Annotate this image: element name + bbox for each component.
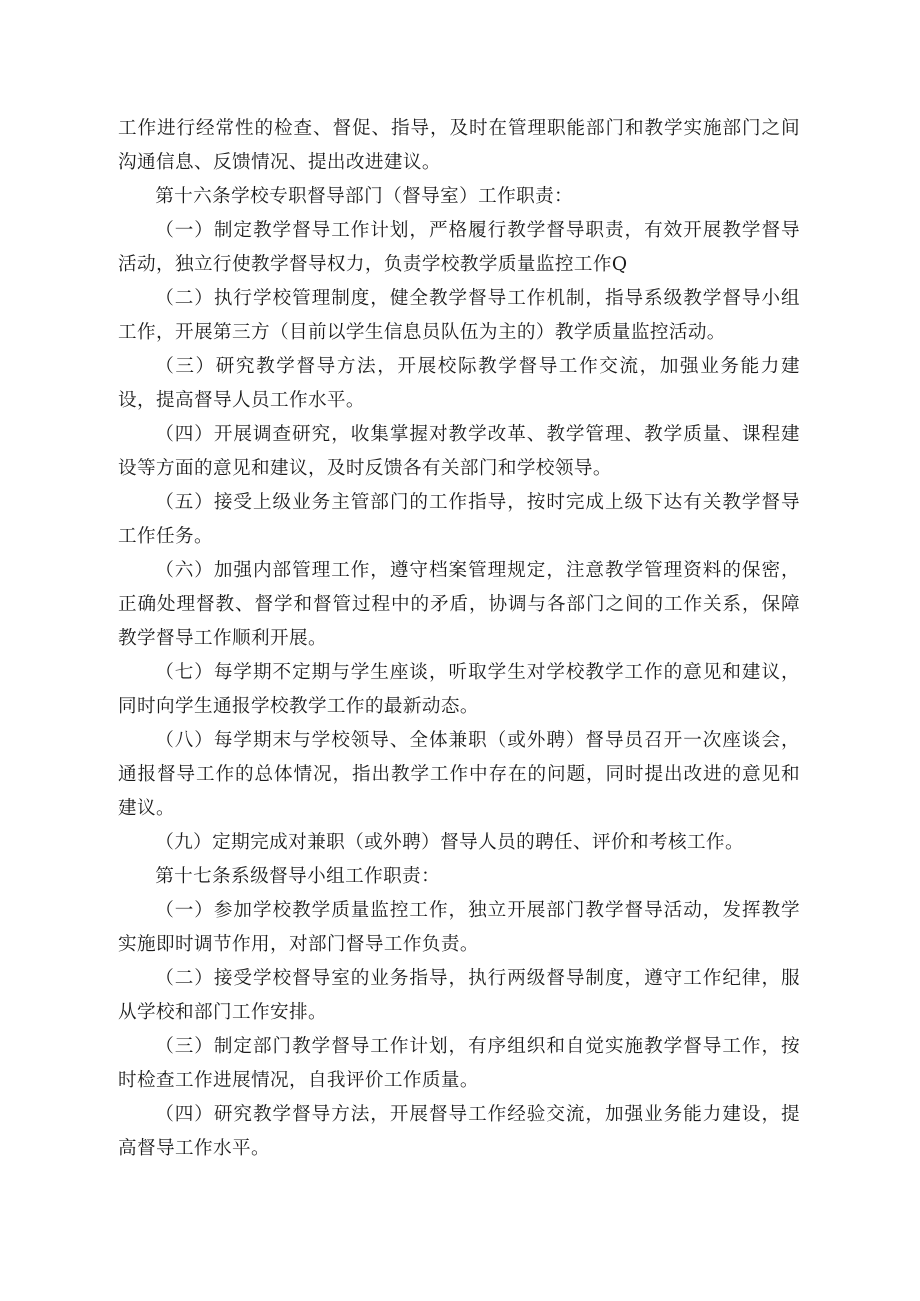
article-17-heading: 第十七条系级督导小组工作职责： (155, 866, 441, 887)
article-17-item-3: （三）制定部门教学督导工作计划，有序组织和自觉实施教学督导工作，按时检查工作进展情况，自我评价工作质量。 (118, 1036, 800, 1091)
article-16-item-5: （五）接受上级业务主管部门的工作指导，按时完成上级下达有关教学督导工作任务。 (118, 492, 800, 547)
article-16-item-4: （四）开展调查研究，收集掌握对教学改革、教学管理、教学质量、课程建设等方面的意见和建议，及时反馈各有关部门和学校领导。 (118, 424, 800, 479)
article-16-heading: 第十六条学校专职督导部门（督导室）工作职责： (155, 186, 574, 207)
article-16-item-9: （九）定期完成对兼职（或外聘）督导人员的聘任、评价和考核工作。 (155, 832, 744, 853)
paragraph-continued: 工作进行经常性的检查、督促、指导，及时在管理职能部门和教学实施部门之间沟通信息、反馈情况、提出改进建议。 (118, 118, 800, 173)
article-17-item-2: （二）接受学校督导室的业务指导，执行两级督导制度，遵守工作纪律，服从学校和部门工作安排。 (118, 968, 800, 1023)
document-page (118, 112, 800, 1166)
article-16-item-3: （三）研究教学督导方法，开展校际教学督导工作交流，加强业务能力建设，提高督导人员工作水平。 (118, 356, 800, 411)
article-17-item-1: （一）参加学校教学质量监控工作，独立开展部门教学督导活动，发挥教学实施即时调节作用，对部门督导工作负责。 (118, 900, 800, 955)
article-16-item-7: （七）每学期不定期与学生座谈，听取学生对学校教学工作的意见和建议，同时向学生通报学校教学工作的最新动态。 (118, 662, 800, 717)
article-17-item-4: （四）研究教学督导方法，开展督导工作经验交流，加强业务能力建设，提高督导工作水平。 (118, 1104, 800, 1159)
article-16-item-2: （二）执行学校管理制度，健全教学督导工作机制，指导系级教学督导小组工作，开展第三方（目前以学生信息员队伍为主的）教学质量监控活动。 (118, 288, 800, 343)
article-16-item-1: （一）制定教学督导工作计划，严格履行教学督导职责，有效开展教学督导活动，独立行使教学督导权力，负责学校教学质量监控工作Q (118, 220, 800, 275)
article-16-item-6: （六）加强内部管理工作，遵守档案管理规定，注意教学管理资料的保密，正确处理督教、督学和督管过程中的矛盾，协调与各部门之间的工作关系，保障教学督导工作顺利开展。 (118, 560, 800, 649)
article-16-item-8: （八）每学期末与学校领导、全体兼职（或外聘）督导员召开一次座谈会，通报督导工作的总体情况，指出教学工作中存在的问题，同时提出改进的意见和建议。 (118, 730, 800, 819)
